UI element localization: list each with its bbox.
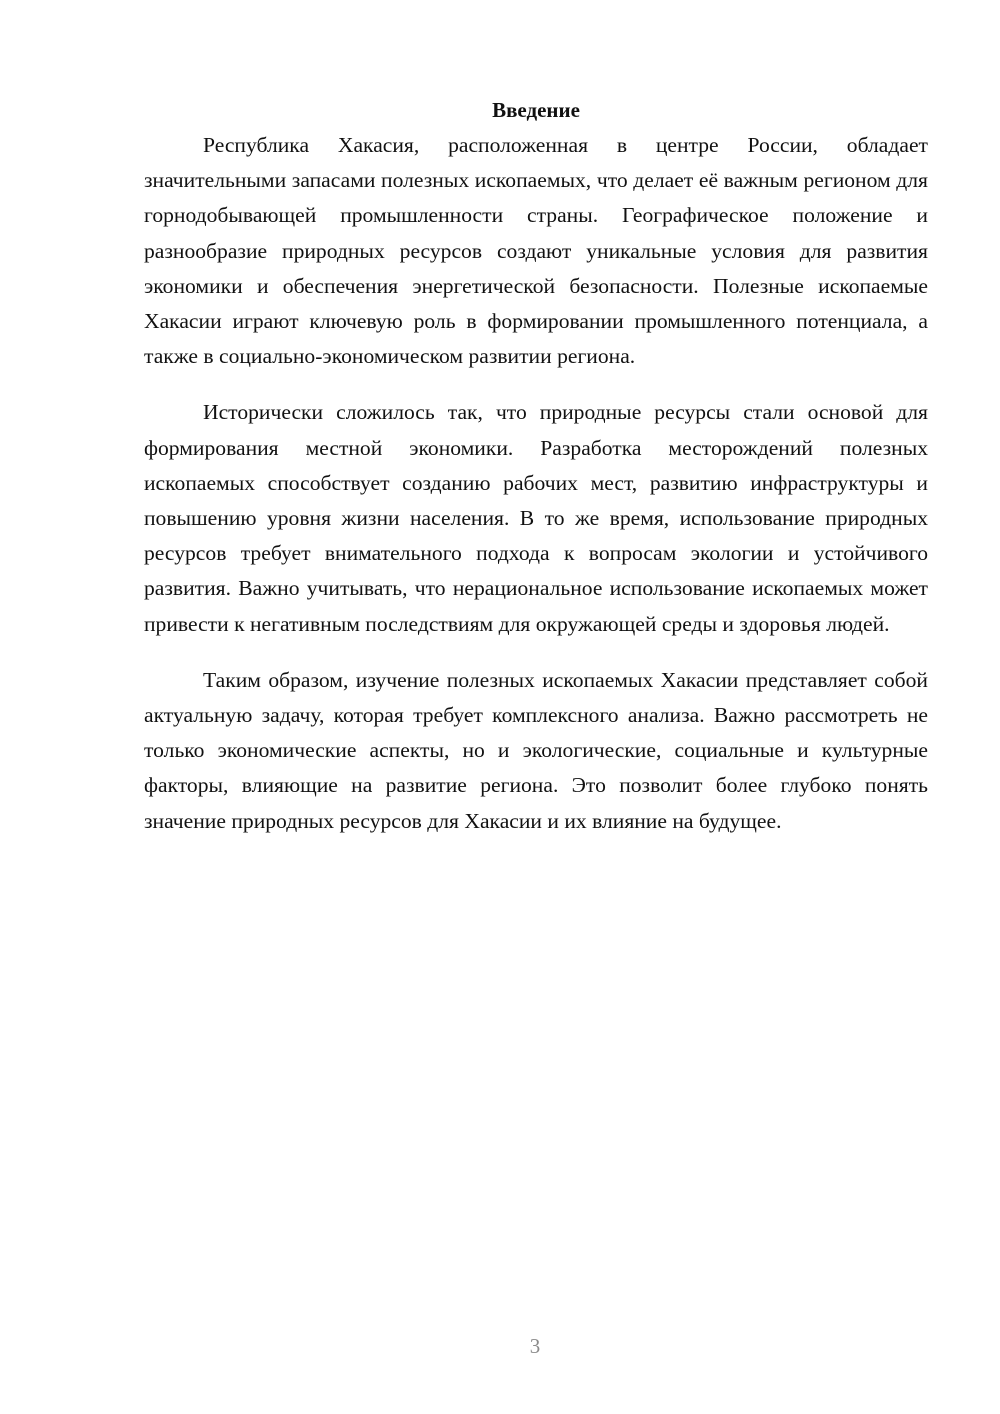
paragraph-2: Исторически сложилось так, что природные ресурсы стали основой для формирования местной экономики. Разработка месторождений полезных ископаемых способствует созданию рабочих мест, развитию инфраструктуры и повышению уровня жизни населения. В то же время, использование природных ресурсов требует внимательного подхода к вопросам экологии и устойчивого развития. Важно учитывать, что нерациональное использование ископаемых может привести к негативным последствиям для окружающей среды и здоровья людей. — [144, 400, 928, 636]
page-content — [144, 93, 928, 839]
paragraph-1: Республика Хакасия, расположенная в центре России, обладает значительными запасами полезных ископаемых, что делает её важным регионом для горнодобывающей промышленности страны. Географическое положение и разнообразие природных ресурсов создают уникальные условия для развития экономики и обеспечения энергетической безопасности. Полезные ископаемые Хакасии играют ключевую роль в формировании промышленного потенциала, а также в социально-экономическом развитии региона. — [144, 133, 928, 369]
page-number: 3 — [529, 1334, 541, 1358]
page-title: Введение — [492, 98, 580, 122]
paragraph-3: Таким образом, изучение полезных ископаемых Хакасии представляет собой актуальную задачу, которая требует комплексного анализа. Важно рассмотреть не только экономические аспекты, но и экологические, социальные и культурные факторы, влияющие на развитие региона. Это позволит более глубоко понять значение природных ресурсов для Хакасии и их влияние на будущее. — [144, 667, 928, 833]
